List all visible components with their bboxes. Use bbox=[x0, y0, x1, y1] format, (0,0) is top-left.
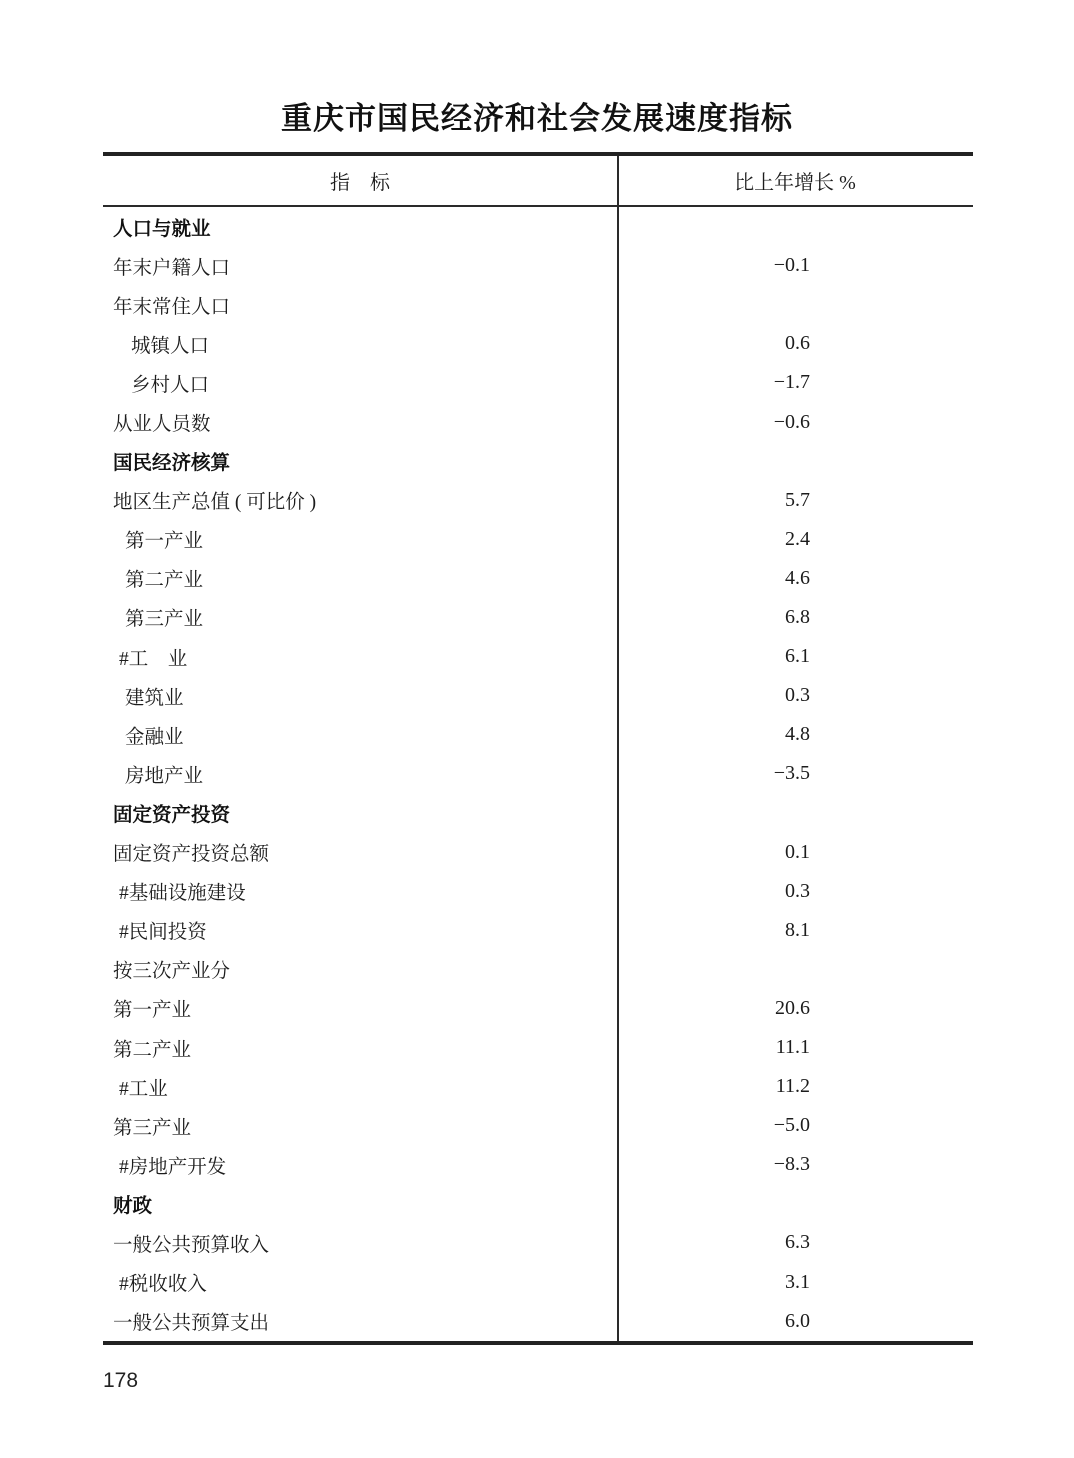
row-label: #工 业 bbox=[119, 648, 188, 670]
row-label: 固定资产投资总额 bbox=[113, 844, 270, 866]
row-value: −1.7 bbox=[773, 371, 810, 394]
column-divider-line bbox=[617, 156, 619, 1341]
row-value: −0.1 bbox=[773, 254, 810, 277]
row-value: 0.3 bbox=[785, 684, 810, 707]
table-row bbox=[103, 1067, 973, 1106]
row-label: 从业人员数 bbox=[113, 414, 211, 436]
row-label: 城镇人口 bbox=[131, 335, 210, 357]
column-header-indicator: 指 标 bbox=[330, 172, 390, 194]
row-value: −8.3 bbox=[773, 1153, 810, 1176]
row-value: 3.1 bbox=[785, 1270, 810, 1293]
row-label: 金融业 bbox=[125, 726, 184, 748]
row-label: #民间投资 bbox=[119, 922, 207, 944]
row-label: 按三次产业分 bbox=[113, 961, 231, 983]
table-row bbox=[103, 559, 973, 598]
row-value: 6.3 bbox=[785, 1231, 810, 1254]
row-label: #房地产开发 bbox=[119, 1156, 227, 1178]
row-value: 0.6 bbox=[785, 332, 810, 355]
row-label: 建筑业 bbox=[125, 687, 184, 709]
table-row bbox=[103, 324, 973, 363]
row-label: 人口与就业 bbox=[113, 217, 211, 240]
table-row bbox=[103, 207, 973, 246]
row-value: −0.6 bbox=[773, 410, 810, 433]
row-value: 5.7 bbox=[785, 488, 810, 511]
table-row bbox=[103, 754, 973, 793]
row-label: 房地产业 bbox=[125, 765, 204, 787]
row-value: 2.4 bbox=[785, 527, 810, 550]
row-label: 固定资产投资 bbox=[113, 803, 231, 826]
row-label: #税收收入 bbox=[119, 1274, 207, 1296]
table-row bbox=[103, 715, 973, 754]
table-row bbox=[103, 285, 973, 324]
row-label: 年末户籍人口 bbox=[113, 257, 231, 279]
row-value: 0.3 bbox=[785, 879, 810, 902]
table-row bbox=[103, 1184, 973, 1223]
table-row bbox=[103, 402, 973, 441]
table-row bbox=[103, 442, 973, 481]
row-value: 8.1 bbox=[785, 918, 810, 941]
table-row bbox=[103, 950, 973, 989]
table-row bbox=[103, 1263, 973, 1302]
page-number: 178 bbox=[103, 1369, 139, 1392]
table-row bbox=[103, 1302, 973, 1341]
row-value: −3.5 bbox=[773, 762, 810, 785]
row-value: 6.8 bbox=[785, 605, 810, 628]
table-row bbox=[103, 363, 973, 402]
table-row bbox=[103, 676, 973, 715]
row-label: 年末常住人口 bbox=[113, 296, 231, 318]
row-label: 国民经济核算 bbox=[113, 452, 231, 475]
column-header-growth: 比上年增长 % bbox=[734, 172, 856, 194]
page-title: 重庆市国民经济和社会发展速度指标 bbox=[281, 101, 793, 136]
table-body bbox=[103, 207, 973, 1341]
indicators-table bbox=[103, 152, 973, 1345]
table-row bbox=[103, 989, 973, 1028]
table-row bbox=[103, 872, 973, 911]
row-label: 第一产业 bbox=[113, 1000, 192, 1022]
row-label: 第三产业 bbox=[125, 609, 204, 631]
table-row bbox=[103, 911, 973, 950]
row-value: −5.0 bbox=[773, 1114, 810, 1137]
table-row bbox=[103, 1028, 973, 1067]
row-value: 0.1 bbox=[785, 840, 810, 863]
table-row bbox=[103, 481, 973, 520]
row-label: 第三产业 bbox=[113, 1117, 192, 1139]
row-label: 第二产业 bbox=[113, 1039, 192, 1061]
row-value: 6.1 bbox=[785, 645, 810, 668]
row-value: 6.0 bbox=[785, 1309, 810, 1332]
row-label: 一般公共预算支出 bbox=[113, 1313, 270, 1335]
row-value: 11.2 bbox=[775, 1075, 810, 1098]
table-row bbox=[103, 246, 973, 285]
table-row bbox=[103, 833, 973, 872]
row-label: 乡村人口 bbox=[131, 374, 210, 396]
table-row bbox=[103, 598, 973, 637]
table-row bbox=[103, 637, 973, 676]
row-label: 地区生产总值 ( 可比价 ) bbox=[113, 492, 317, 514]
row-label: #基础设施建设 bbox=[119, 883, 246, 905]
row-label: 第二产业 bbox=[125, 570, 204, 592]
row-value: 4.8 bbox=[785, 723, 810, 746]
row-value: 11.1 bbox=[775, 1036, 810, 1059]
row-label: #工业 bbox=[119, 1078, 168, 1100]
table-row bbox=[103, 793, 973, 832]
row-value: 4.6 bbox=[785, 566, 810, 589]
row-value: 20.6 bbox=[775, 996, 810, 1019]
row-label: 财政 bbox=[113, 1194, 153, 1217]
table-row bbox=[103, 1106, 973, 1145]
row-label: 第一产业 bbox=[125, 531, 204, 553]
table-row bbox=[103, 520, 973, 559]
table-row bbox=[103, 1223, 973, 1262]
row-label: 一般公共预算收入 bbox=[113, 1234, 270, 1256]
table-header-row bbox=[103, 156, 973, 207]
table-row bbox=[103, 1145, 973, 1184]
